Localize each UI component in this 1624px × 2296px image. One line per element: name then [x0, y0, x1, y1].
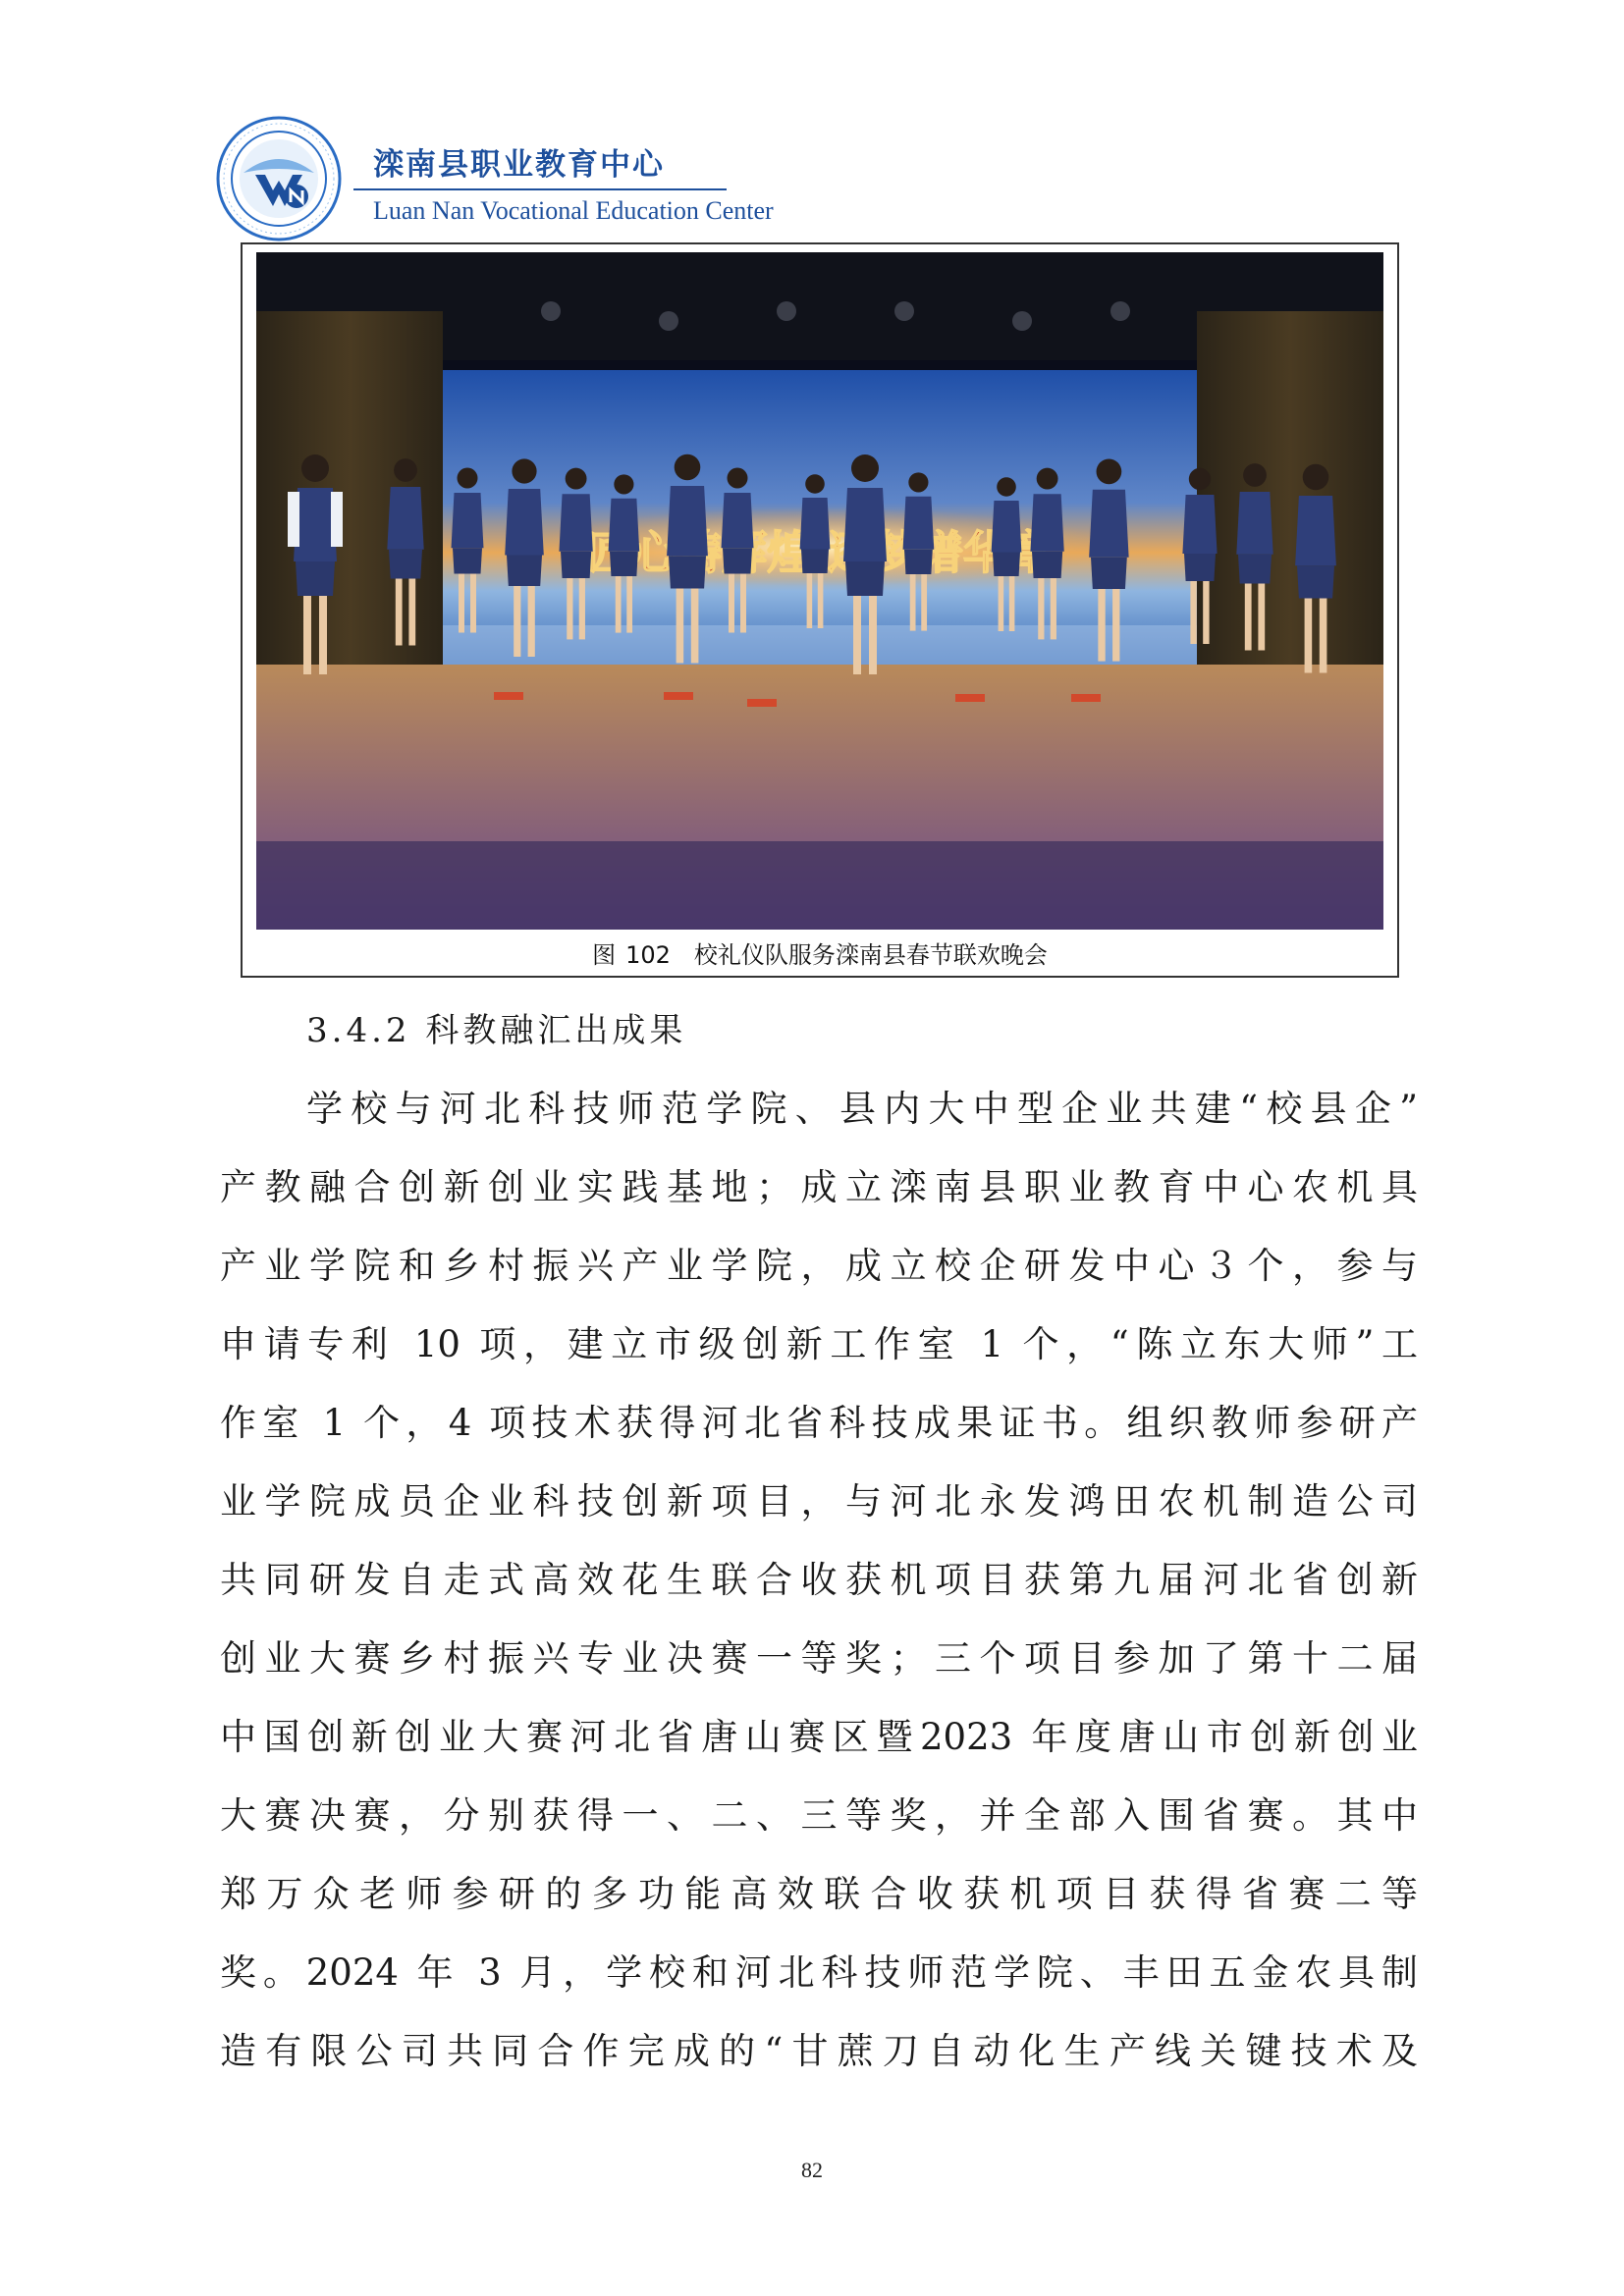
section-heading: 3.4.2 科教融汇出成果	[306, 1011, 687, 1050]
text-line: 创业大赛乡村振兴专业决赛一等奖；三个项目参加了第十二届	[220, 1637, 1418, 1680]
text-line: 学校与河北科技师范学院、县内大中型企业共建“校县企”	[306, 1088, 1418, 1130]
text-line: 大赛决赛，分别获得一、二、三等奖，并全部入围省赛。其中	[220, 1794, 1418, 1837]
text-line: 产业学院和乡村振兴产业学院，成立校企研发中心３个，参与	[220, 1245, 1418, 1287]
caption-text: 校礼仪队服务滦南县春节联欢晚会	[693, 941, 1048, 969]
document-header	[216, 110, 774, 247]
caption-prefix: 图	[592, 941, 617, 969]
text-line: 共同研发自走式高效花生联合收获机项目获第九届河北省创新	[220, 1559, 1418, 1601]
text-line: 业学院成员企业科技创新项目，与河北永发鸿田农机制造公司	[220, 1480, 1418, 1522]
figure-frame	[241, 242, 1399, 978]
figure-caption	[243, 935, 1397, 970]
body-paragraph	[220, 1070, 1418, 2091]
text-line: 郑万众老师参研的多功能高效联合收获机项目获得省赛二等	[220, 1873, 1418, 1915]
org-name-en: Luan Nan Vocational Education Center	[373, 196, 774, 225]
text-line: 造有限公司共同合作完成的“甘蔗刀自动化生产线关键技术及	[220, 2030, 1418, 2072]
text-line: 奖。2024 年 3 月，学校和河北科技师范学院、丰田五金农具制	[220, 1951, 1418, 1994]
text-line: 申请专利 10 项，建立市级创新工作室 1 个，“陈立东大师”工	[220, 1323, 1418, 1365]
text-line: 产教融合创新创业实践基地；成立滦南县职业教育中心农机具	[220, 1166, 1418, 1208]
page-number: 82	[801, 2158, 823, 2182]
header-divider	[353, 188, 727, 190]
org-name-cn: 滦南县职业教育中心	[373, 147, 665, 183]
stage-banner-text: 逐梦谱华章	[827, 526, 1055, 579]
text-line: 中国创新创业大赛河北省唐山赛区暨2023 年度唐山市创新创业	[220, 1716, 1418, 1758]
school-logo-icon	[216, 116, 342, 241]
caption-number: 102	[625, 941, 671, 969]
stage-performance-photo	[256, 252, 1383, 930]
text-line: 作室 1 个，4 项技术获得河北省科技成果证书。组织教师参研产	[220, 1402, 1418, 1444]
